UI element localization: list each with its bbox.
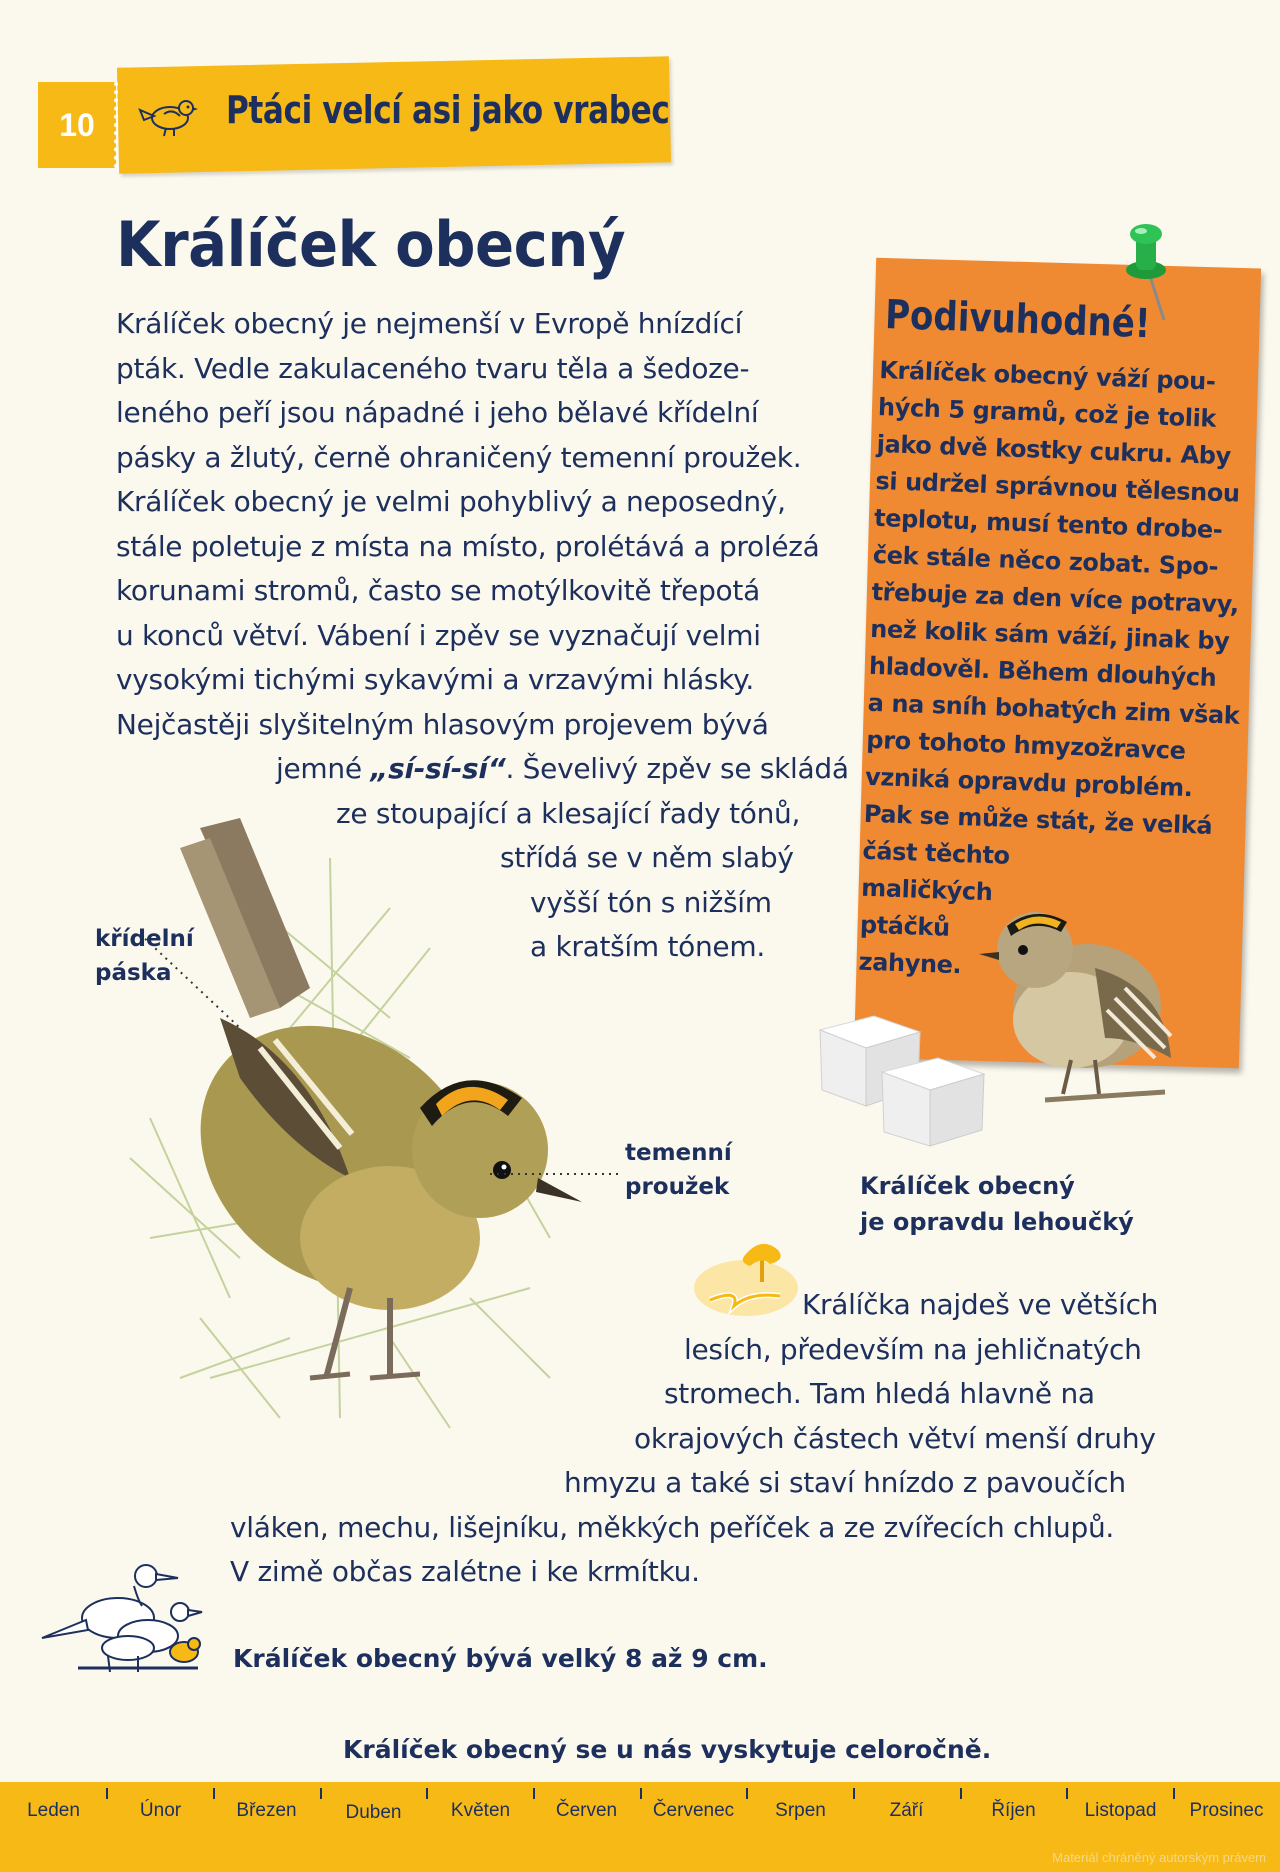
habitat-line: hmyzu a také si staví hnízdo z pavoučích [564,1466,1126,1499]
note-line: část těchto [862,836,1011,870]
note-line: vzniká opravdu problém. [864,762,1193,803]
month-tick [746,1788,748,1799]
note-line: jako dvě kostky cukru. Aby [876,429,1232,471]
month-label: Leden [27,1800,80,1821]
crown-stripe-label [625,1136,732,1204]
month-tick [960,1788,962,1799]
month-label: Červenec [652,1800,735,1821]
habitat-line: V zimě občas zalétne i ke krmítku. [230,1555,700,1588]
bird-call: „sí-sí-sí“ [370,752,506,785]
intro-line: a kratším tónem. [530,930,765,963]
intro-line: pták. Vedle zakulaceného tvaru těla a šedoze- [116,351,750,385]
intro-line: ze stoupající a klesající řady tónů, [336,796,801,830]
intro-line: Králíček obecný je nejmenší v Evropě hnízdící [116,307,743,340]
caption-line: Králíček obecný [860,1172,1075,1200]
note-line: ček stále něco zobat. Spo- [872,540,1219,581]
caption-line: je opravdu lehoučký [860,1208,1134,1236]
month-tick [426,1788,428,1799]
note-line: ptáčků [859,910,951,942]
month-label: Září [889,1800,924,1821]
intro-line: leného peří jsou nápadné i jeho bělavé křídelní [116,396,759,429]
label-line: temenní [625,1140,732,1166]
month-tick [1066,1788,1068,1799]
label-line: křídelní [95,926,194,952]
habitat-text [230,1283,1158,1595]
month-tick [1173,1788,1175,1799]
note-line: třebuje za den více potravy, [871,577,1240,619]
note-line: a na sníh bohatých zim však [867,688,1240,730]
sugar-cubes-caption [860,1168,1134,1240]
note-title: Podivuhodné! [884,292,1152,348]
note-line: Pak se může stát, že velká [863,799,1213,840]
month-tick [853,1788,855,1799]
page-title: Králíček obecný [116,208,626,281]
month-tick [320,1788,322,1799]
intro-line: pásky a žlutý, černě ohraničený temenní proužek. [116,440,802,474]
month-label: Duben [345,1802,402,1823]
label-line: proužek [625,1174,730,1200]
wing-bar-label [95,922,194,990]
occurrence-text: Králíček obecný se u nás vyskytuje celoročně. [343,1735,992,1764]
month-tick [533,1788,535,1799]
intro-line: u konců větví. Vábení i zpěv se vyznačují velmi [116,618,761,652]
habitat-line: vláken, mechu, lišejníku, měkkých peříček a ze zvířecích chlupů. [230,1510,1114,1544]
size-text: Králíček obecný bývá velký 8 až 9 cm. [233,1644,768,1673]
note-line: než kolik sám váží, jinak by [869,614,1230,656]
intro-line: Králíček obecný je velmi pohyblivý a neposedný, [116,485,786,518]
intro-line: vyšší tón s nižším [530,885,772,919]
habitat-line: okrajových částech větví menší druhy [634,1421,1156,1455]
note-line: teplotu, musí tento drobe- [873,503,1223,545]
month-tick [640,1788,642,1799]
habitat-line: Králíčka najdeš ve větších [802,1288,1159,1321]
label-line: páska [95,960,172,986]
month-label: Listopad [1084,1800,1157,1821]
note-line: Králíček obecný váží pou- [878,355,1216,396]
intro-line: vysokými tichými sykavými a vrzavými hlásky. [116,663,755,696]
month-label: Prosinec [1189,1800,1264,1821]
month-label: Srpen [775,1800,826,1821]
intro-line-call [116,747,849,792]
month-label: Březen [236,1800,297,1821]
note-line: hladověl. Během dlouhých [868,651,1217,692]
month-tick [106,1788,108,1799]
intro-line: Nejčastěji slyšitelným hlasovým projevem bývá [116,707,769,741]
intro-call-after: . Ševelivý zpěv se skládá [505,752,849,785]
page-number: 10 [38,82,116,168]
month-tick [213,1788,215,1799]
copyright-notice: Materiál chráněný autorským právem [1052,1850,1266,1865]
pushpin-icon [1110,218,1180,328]
bird-size-comparison-icon [38,1556,208,1676]
header-divider [114,82,118,168]
sugar-cubes-illustration [814,1010,1004,1150]
habitat-line: stromech. Tam hledá hlavně na [664,1377,1095,1410]
note-line: hých 5 gramů, což je tolik [877,392,1217,433]
note-line: pro tohoto hmyzožravce [865,725,1187,765]
month-label: Únor [139,1800,182,1821]
section-title: Ptáci velcí asi jako vrabec [226,88,670,132]
month-label: Červen [555,1800,618,1821]
intro-line: korunami stromů, často se motýlkovitě třepotá [116,574,760,607]
intro-call-before: jemné [276,752,371,785]
intro-line: střídá se v něm slabý [500,841,794,874]
month-label: Říjen [991,1800,1036,1821]
month-label: Květen [450,1800,511,1821]
intro-line: stále poletuje z místa na místo, prolétává a prolézá [116,529,820,563]
small-goldcrest-illustration [975,888,1185,1108]
note-line: maličkých [860,873,993,907]
sparrow-icon [136,92,200,138]
note-line: zahyne. [858,947,962,980]
habitat-line: lesích, především na jehličnatých [684,1332,1142,1366]
note-line: si udržel správnou tělesnou [875,466,1241,508]
